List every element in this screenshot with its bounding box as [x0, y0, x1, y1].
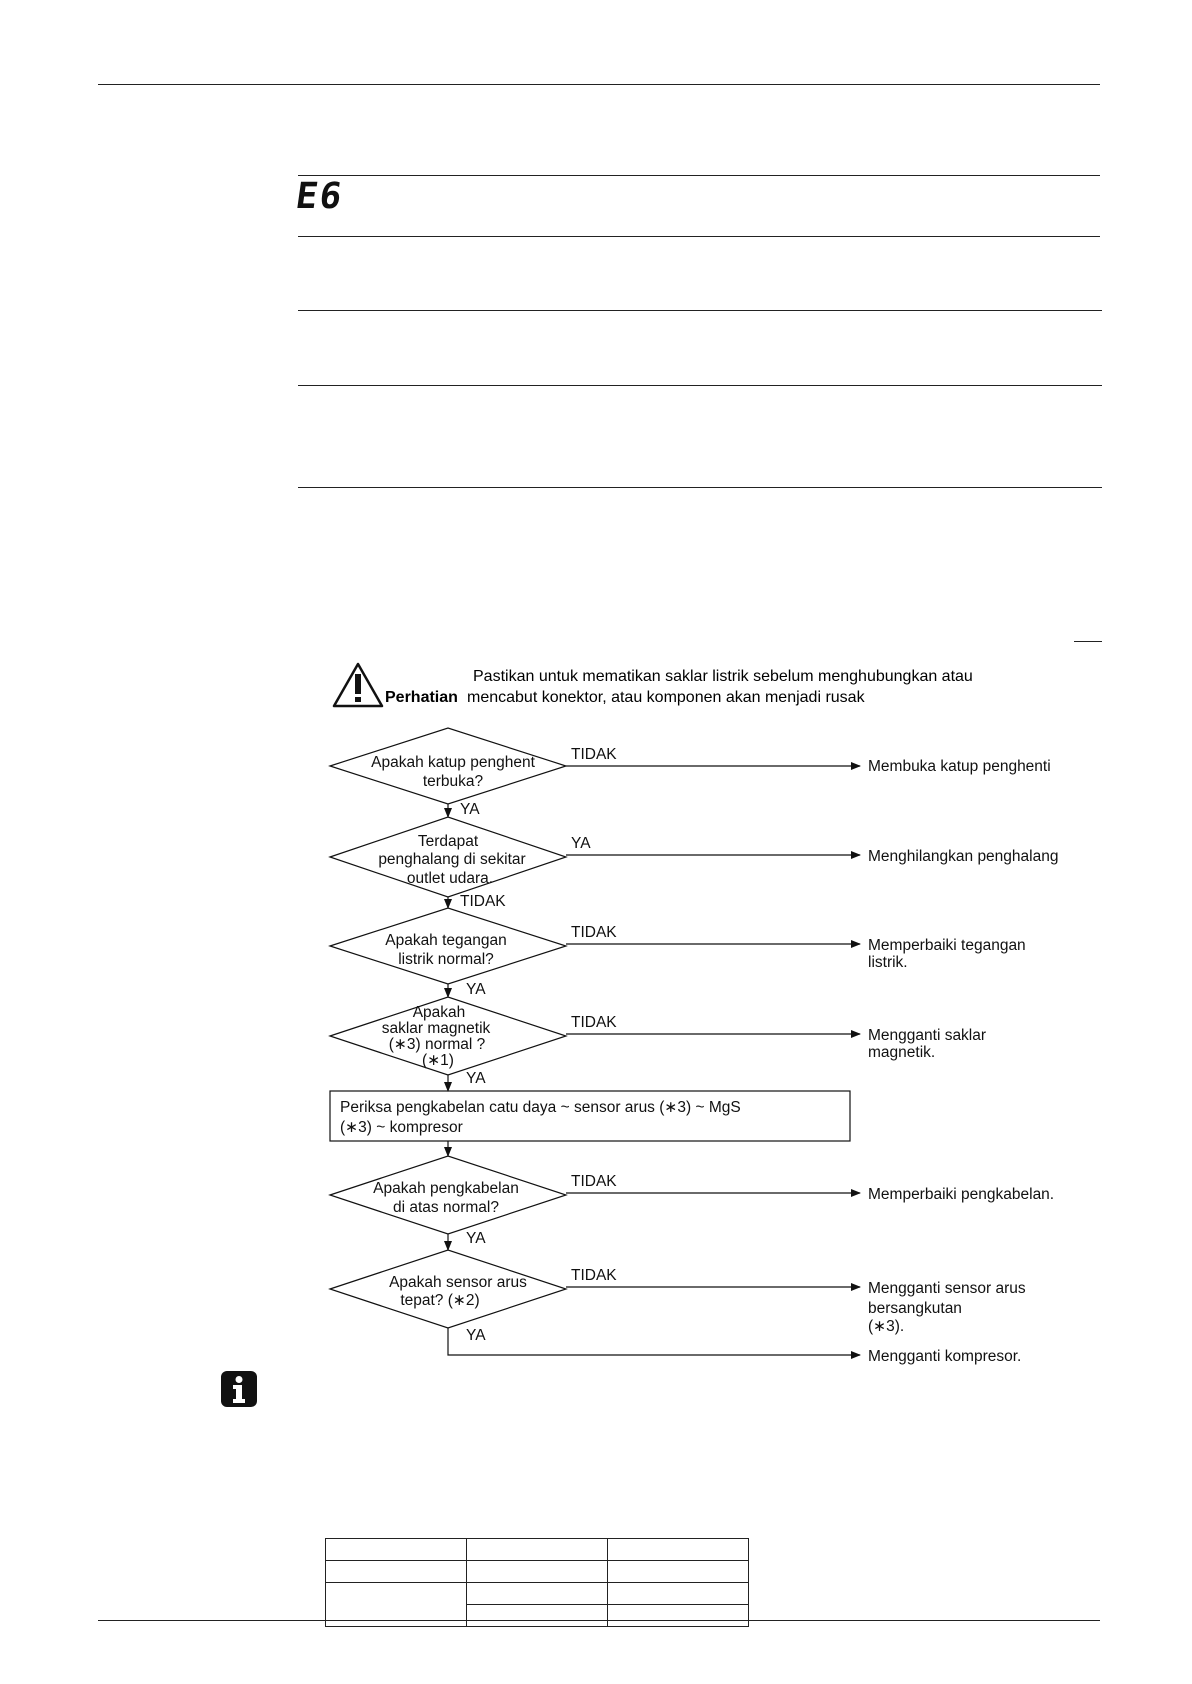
- d5-text-1: Apakah pengkabelan: [373, 1180, 519, 1197]
- final-arrow: [448, 1328, 860, 1355]
- d3-down-label: YA: [466, 981, 486, 998]
- table-cell: [608, 1539, 749, 1561]
- d6-branch-label: TIDAK: [571, 1267, 617, 1284]
- caution-text-2: mencabut konektor, atau komponen akan menjadi rusak: [467, 689, 865, 706]
- final-action: Mengganti kompresor.: [868, 1348, 1022, 1365]
- d6-text-2: tepat? (∗2): [400, 1292, 480, 1309]
- d4-branch-label: TIDAK: [571, 1014, 617, 1031]
- bottom-table: [325, 1538, 749, 1627]
- d5-text-2: di atas normal?: [393, 1199, 499, 1216]
- action-2: Menghilangkan penghalang: [868, 848, 1059, 865]
- action-1: Membuka katup penghenti: [868, 758, 1051, 775]
- d4-text-3: (∗3) normal ?: [388, 1036, 486, 1053]
- d6-down-label: YA: [466, 1327, 486, 1344]
- d4-text-4: (∗1): [422, 1052, 454, 1069]
- action-4-line-2: magnetik.: [868, 1044, 936, 1061]
- d3-text-1: Apakah tegangan: [385, 932, 507, 949]
- d4-down-label: YA: [466, 1070, 486, 1087]
- table-row: [326, 1539, 749, 1561]
- action-4-line-1: Mengganti saklar: [868, 1027, 987, 1044]
- table-cell: [608, 1561, 749, 1583]
- table-row: [326, 1561, 749, 1583]
- d2-text-3: outlet udara.: [406, 870, 494, 887]
- d2-branch-label: YA: [571, 835, 591, 852]
- table-cell: [608, 1605, 749, 1627]
- table-cell: [467, 1605, 608, 1627]
- caution-label: Perhatian: [385, 689, 458, 706]
- caution-text-1: Pastikan untuk mematikan saklar listrik sebelum menghubungkan atau: [473, 668, 973, 685]
- d1-text-1: Apakah katup penghent: [371, 754, 535, 771]
- table-cell: [326, 1561, 467, 1583]
- d1-branch-label: TIDAK: [571, 746, 617, 763]
- action-3-line-2: listrik.: [868, 954, 908, 971]
- d2-text-1: Terdapat: [417, 833, 479, 850]
- d6-text-1: Apakah sensor arus: [389, 1274, 527, 1291]
- action-3-line-1: Memperbaiki tegangan: [868, 937, 1026, 954]
- table-cell: [326, 1583, 467, 1627]
- caution-icon: [334, 664, 382, 706]
- d5-down-label: YA: [466, 1230, 486, 1247]
- box-text-2: (∗3) ~ kompresor: [340, 1119, 463, 1136]
- d3-branch-label: TIDAK: [571, 924, 617, 941]
- d1-text-2: terbuka?: [422, 773, 484, 790]
- table-cell: [467, 1583, 608, 1605]
- table-cell: [608, 1583, 749, 1605]
- d1-down-label: YA: [460, 801, 480, 818]
- d3-text-2: listrik normal?: [398, 951, 494, 968]
- info-icon: [220, 1370, 258, 1408]
- action-6-line-1: Mengganti sensor arus: [868, 1280, 1026, 1297]
- error-code: E6: [293, 176, 347, 217]
- action-6-line-2: bersangkutan: [868, 1300, 962, 1317]
- table-cell: [326, 1539, 467, 1561]
- d2-down-label: TIDAK: [460, 893, 506, 910]
- d4-text-1: Apakah: [412, 1004, 466, 1021]
- d2-text-2: penghalang di sekitar: [378, 851, 526, 868]
- box-text-1: Periksa pengkabelan catu daya ~ sensor arus (∗3) ~ MgS: [340, 1099, 741, 1116]
- table-cell: [467, 1561, 608, 1583]
- table-row: [326, 1583, 749, 1605]
- action-6-line-3: (∗3).: [868, 1318, 905, 1335]
- d5-branch-label: TIDAK: [571, 1173, 617, 1190]
- d4-text-2: saklar magnetik: [381, 1020, 491, 1037]
- table-cell: [467, 1539, 608, 1561]
- action-5: Memperbaiki pengkabelan.: [868, 1186, 1055, 1203]
